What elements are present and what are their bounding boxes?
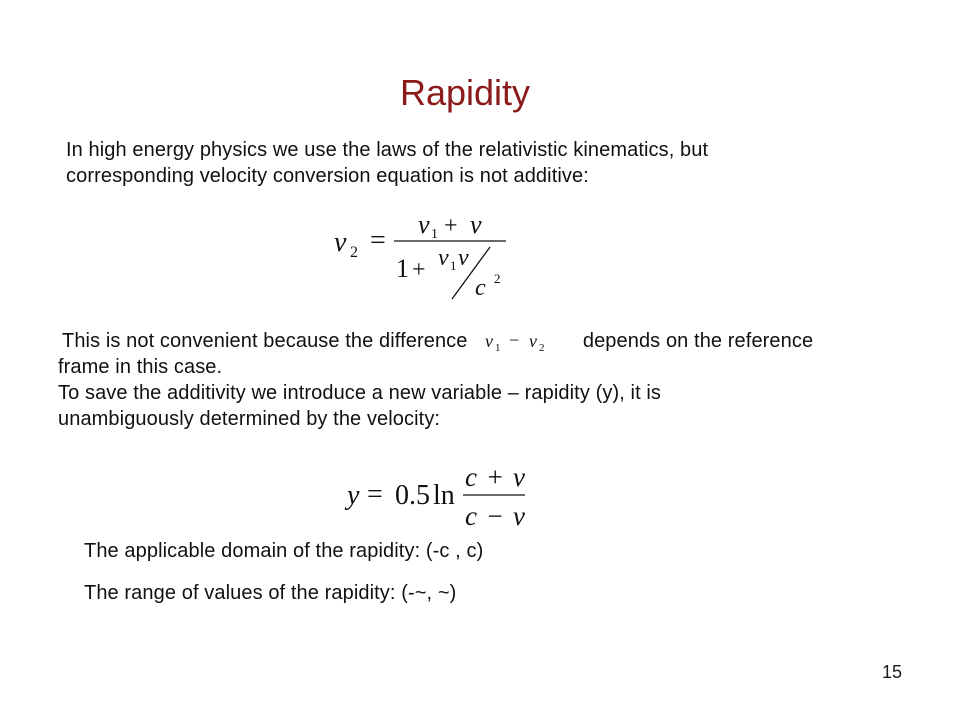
formula-den-v: v bbox=[458, 245, 469, 271]
rapidity-ln: ln bbox=[433, 480, 455, 511]
explanation-line-3: To save the additivity we introduce a new variable – rapidity (y), it is bbox=[58, 382, 662, 404]
formula-den-plus: + bbox=[412, 257, 426, 283]
explanation-line-2: frame in this case. bbox=[58, 356, 223, 378]
formula-num-sub: 1 bbox=[431, 227, 438, 242]
domain-line: The applicable domain of the rapidity: (-c , c) bbox=[84, 540, 484, 562]
explanation-line-1-start: This is not convenient because the difference bbox=[62, 330, 468, 352]
formula-lhs-sub: 2 bbox=[350, 244, 358, 261]
rapidity-denominator: c − v bbox=[465, 501, 525, 531]
explanation-line-4: unambiguously determined by the velocity: bbox=[58, 408, 441, 430]
explanation-line-1 bbox=[58, 328, 928, 354]
range-line: The range of values of the rapidity: (-~, ~) bbox=[84, 582, 457, 604]
rapidity-coef: 0.5 bbox=[395, 480, 430, 511]
intro-line-1: In high energy physics we use the laws of the relativistic kinematics, but bbox=[66, 139, 709, 161]
rapidity-numerator: c + v bbox=[465, 462, 525, 492]
formula-den-exp: 2 bbox=[494, 271, 501, 286]
slide-title: Rapidity bbox=[399, 72, 531, 113]
formula-den-c: c bbox=[475, 275, 486, 301]
rapidity-lhs-y: y bbox=[347, 480, 360, 511]
diff-minus: − bbox=[509, 330, 520, 350]
diff-v1: v bbox=[485, 331, 494, 351]
formula-equals: = bbox=[370, 225, 386, 256]
intro-line-2: corresponding velocity conversion equation is not additive: bbox=[66, 165, 589, 187]
formula-den-one: 1 bbox=[396, 254, 409, 283]
diff-sub1: 1 bbox=[495, 342, 501, 352]
formula-den-v1: v bbox=[438, 245, 449, 271]
diff-sub2: 2 bbox=[539, 342, 545, 352]
velocity-difference-formula bbox=[483, 330, 565, 352]
formula-den-sub: 1 bbox=[450, 258, 457, 273]
formula-num-plus: + bbox=[444, 213, 458, 239]
formula-num-v: v bbox=[470, 210, 482, 239]
formula-num-v1: v bbox=[418, 210, 430, 239]
explanation-line-1-end: depends on the reference bbox=[582, 330, 814, 352]
intro-paragraph bbox=[66, 137, 886, 189]
rapidity-equals: = bbox=[367, 479, 383, 510]
formula-lhs-v: v bbox=[334, 227, 347, 258]
explanation-paragraph bbox=[58, 328, 928, 432]
rapidity-formula bbox=[345, 460, 535, 532]
page-number: 15 bbox=[881, 662, 902, 682]
diff-v2: v bbox=[529, 331, 538, 351]
velocity-addition-formula bbox=[330, 205, 520, 305]
